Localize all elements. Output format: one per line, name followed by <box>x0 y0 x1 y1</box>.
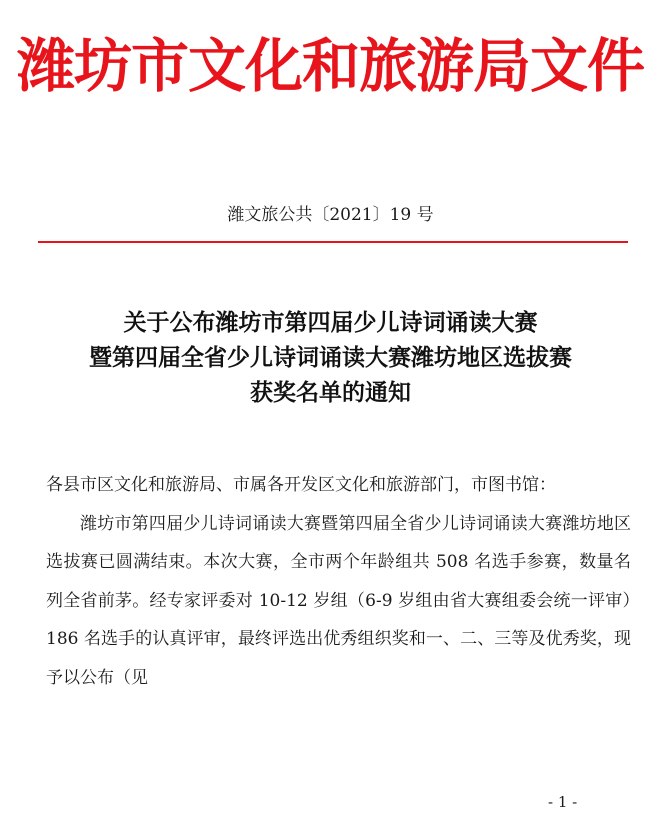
notice-title-line-2: 暨第四届全省少儿诗词诵读大赛潍坊地区选拔赛 <box>89 344 572 371</box>
document-header-title: 潍坊市文化和旅游局文件 <box>16 32 644 100</box>
document-number: 潍文旅公共〔2021〕19 号 <box>227 205 434 225</box>
salutation: 各县市区文化和旅游局、市属各开发区文化和旅游部门，市图书馆： <box>46 475 556 495</box>
notice-title-line-1: 关于公布潍坊市第四届少儿诗词诵读大赛 <box>123 309 538 336</box>
body-paragraph: 潍坊市第四届少儿诗词诵读大赛暨第四届全省少儿诗词诵读大赛潍坊地区选拔赛已圆满结束。本次大赛，全市两个年龄组共 508 名选手参赛，数量名列全省前茅。经专家评委对 10-12 岁组（6-9 岁组由省大赛组委会统一评审）186 名选手的认真评审，最终评选出优秀组织奖和一、二、三等及优秀奖，现予以公布（见 <box>46 513 631 688</box>
header-divider-line <box>38 241 628 243</box>
document-body <box>46 466 631 697</box>
page-number: - 1 - <box>548 793 578 811</box>
notice-title <box>0 305 661 410</box>
notice-title-line-3: 获奖名单的通知 <box>250 379 411 406</box>
